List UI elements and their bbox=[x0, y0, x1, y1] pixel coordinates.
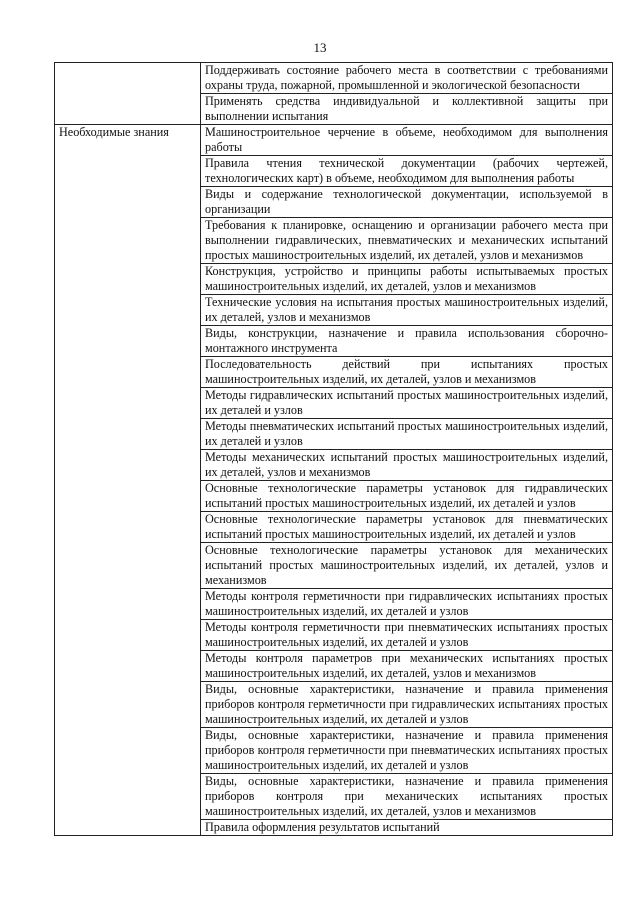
table-cell: Правила чтения технической документации (рабочих чертежей, технологических карт) в объеме, необходимом для выполнения работы bbox=[201, 156, 613, 187]
table-cell: Методы контроля параметров при механических испытаниях простых машиностроительных изделий, их деталей, узлов и механизмов bbox=[201, 651, 613, 682]
table-cell: Виды, конструкции, назначение и правила использования сборочно-монтажного инструмента bbox=[201, 326, 613, 357]
table-cell: Правила оформления результатов испытаний bbox=[201, 820, 613, 836]
table-cell: Технические условия на испытания простых машиностроительных изделий, их деталей, узлов и механизмов bbox=[201, 295, 613, 326]
table-cell: Виды, основные характеристики, назначение и правила применения приборов контроля при механических испытаниях простых машиностроительных изделий, их деталей, узлов и механизмов bbox=[201, 774, 613, 820]
table-cell: Методы механических испытаний простых машиностроительных изделий, их деталей, узлов и механизмов bbox=[201, 450, 613, 481]
knowledge-label-cell: Необходимые знания bbox=[55, 125, 201, 836]
page-number: 13 bbox=[313, 40, 327, 55]
table-cell: Виды, основные характеристики, назначение и правила применения приборов контроля герметичности при пневматических испытаниях простых машиностроительных изделий, их деталей и узлов bbox=[201, 728, 613, 774]
table-row bbox=[55, 63, 613, 94]
table-cell: Поддерживать состояние рабочего места в соответствии с требованиями охраны труда, пожарной, промышленной и экологической безопасности bbox=[201, 63, 613, 94]
table-cell: Последовательность действий при испытаниях простых машиностроительных изделий, их деталей, узлов и механизмов bbox=[201, 357, 613, 388]
table-cell: Методы контроля герметичности при гидравлических испытаниях простых машиностроительных изделий, их деталей и узлов bbox=[201, 589, 613, 620]
table-cell: Основные технологические параметры установок для механических испытаний простых машиностроительных изделий, их деталей, узлов и механизмов bbox=[201, 543, 613, 589]
table-cell: Конструкция, устройство и принципы работы испытываемых простых машиностроительных изделий, их деталей, узлов и механизмов bbox=[201, 264, 613, 295]
table-cell: Требования к планировке, оснащению и организации рабочего места при выполнении гидравлических, пневматических и механических испытаний простых машиностроительных изделий, их деталей, узлов и механизмов bbox=[201, 218, 613, 264]
table-cell: Виды, основные характеристики, назначение и правила применения приборов контроля герметичности при гидравлических испытаниях простых машиностроительных изделий, их деталей и узлов bbox=[201, 682, 613, 728]
table-cell: Основные технологические параметры установок для гидравлических испытаний простых машиностроительных изделий, их деталей и узлов bbox=[201, 481, 613, 512]
table-cell: Виды и содержание технологической документации, используемой в организации bbox=[201, 187, 613, 218]
table-cell: Методы пневматических испытаний простых машиностроительных изделий, их деталей и узлов bbox=[201, 419, 613, 450]
table-cell: Методы контроля герметичности при пневматических испытаниях простых машиностроительных изделий, их деталей и узлов bbox=[201, 620, 613, 651]
table-cell: Машиностроительное черчение в объеме, необходимом для выполнения работы bbox=[201, 125, 613, 156]
table-cell: Основные технологические параметры установок для пневматических испытаний простых машиностроительных изделий, их деталей и узлов bbox=[201, 512, 613, 543]
table-cell: Методы гидравлических испытаний простых машиностроительных изделий, их деталей и узлов bbox=[201, 388, 613, 419]
requirements-table bbox=[54, 62, 613, 836]
table-cell: Применять средства индивидуальной и коллективной защиты при выполнении испытания bbox=[201, 94, 613, 125]
table-row bbox=[55, 125, 613, 156]
continuation-label-cell bbox=[55, 63, 201, 125]
